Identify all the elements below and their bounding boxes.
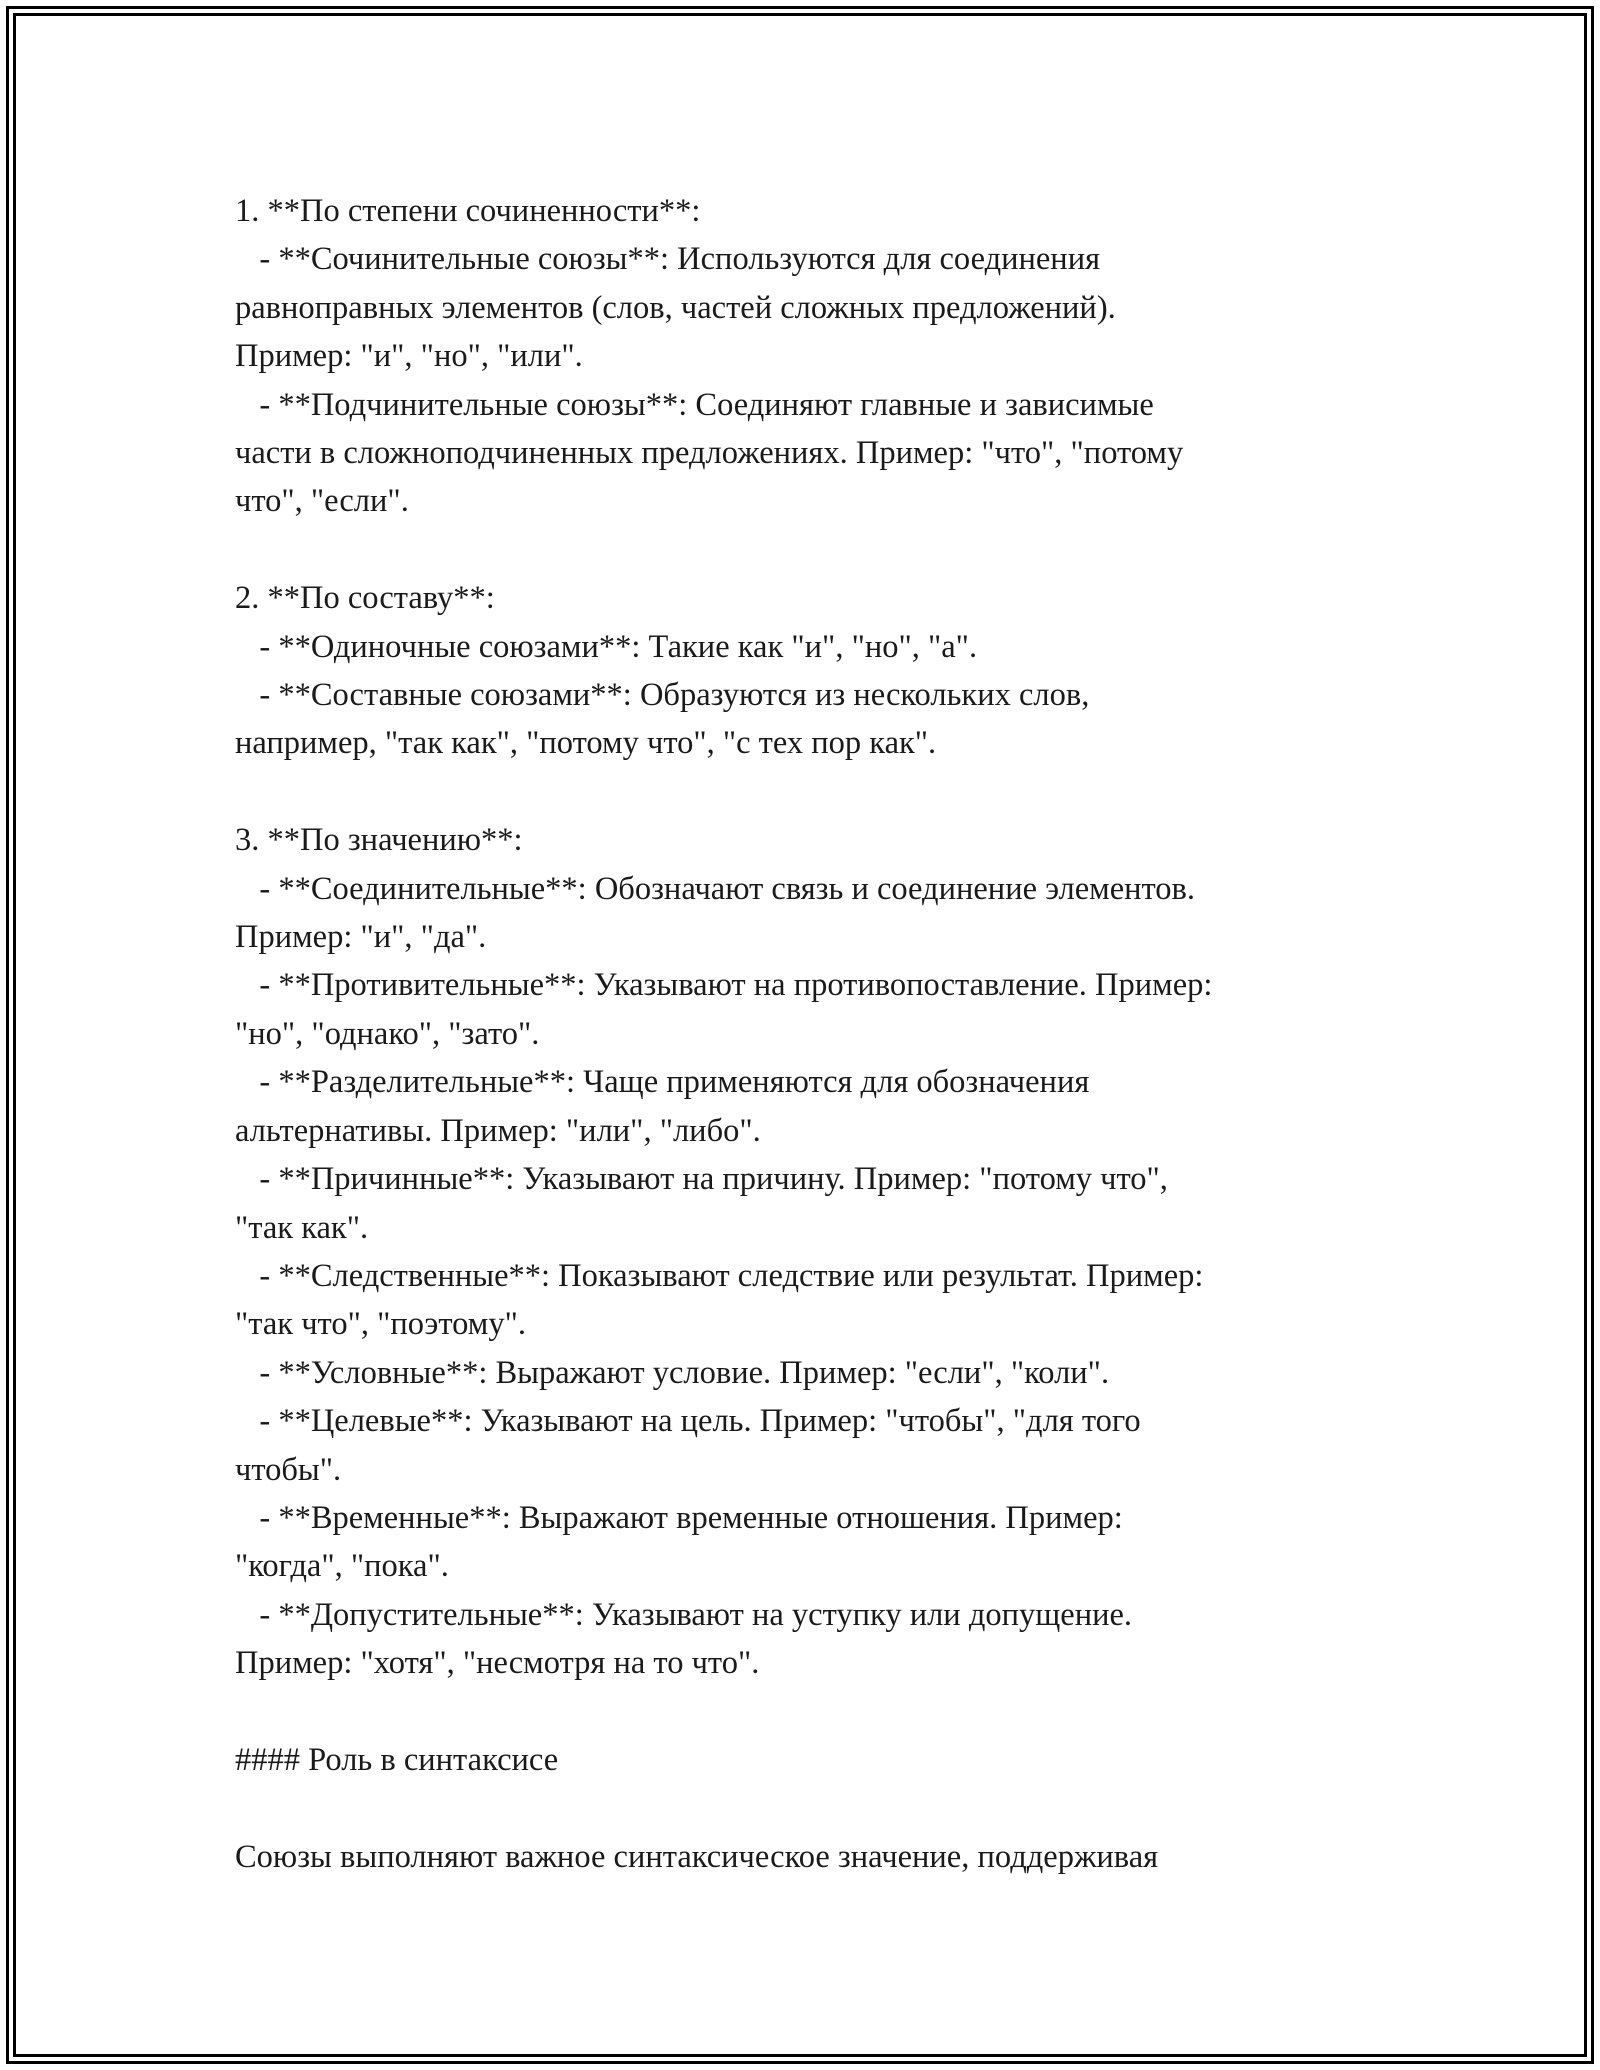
paragraph-gap (235, 526, 1365, 574)
list-item-line: - **Причинные**: Указывают на причину. Пример: "потому что", (235, 1161, 1168, 1198)
list-item-line: - **Условные**: Выражают условие. Пример: "если", "коли". (235, 1354, 1110, 1391)
paragraph-text: Союзы выполняют важное синтаксическое значение, поддерживая (235, 1838, 1159, 1875)
section-po-sostavu (235, 574, 1365, 768)
list-item (235, 1058, 1365, 1155)
list-item-line: "так что", "поэтому". (235, 1306, 526, 1343)
section-po-znacheniyu (235, 816, 1365, 1687)
list-item (235, 1591, 1365, 1688)
list-item (235, 961, 1365, 1058)
list-item-line: равноправных элементов (слов, частей сложных предложений). (235, 289, 1116, 326)
list-item-line: Пример: "хотя", "несмотря на то что". (235, 1645, 760, 1682)
paragraph-gap (235, 1688, 1365, 1736)
list-item (235, 1349, 1365, 1397)
list-item-line: - **Противительные**: Указывают на противопоставление. Пример: (235, 967, 1213, 1004)
list-item-line: - **Следственные**: Показывают следствие или результат. Пример: (235, 1257, 1204, 1294)
list-item-line: чтобы". (235, 1451, 342, 1488)
section-heading: 1. **По степени сочиненности**: (235, 193, 701, 229)
list-item-line: - **Разделительные**: Чаще применяются для обозначения (235, 1064, 1090, 1101)
section-heading: 3. **По значению**: (235, 822, 523, 859)
list-item (235, 235, 1365, 380)
list-item-line: - **Подчинительные союзы**: Соединяют главные и зависимые (235, 386, 1154, 423)
list-item-line: - **Целевые**: Указывают на цель. Пример: "чтобы", "для того (235, 1403, 1141, 1440)
list-item-line: - **Составные союзами**: Образуются из нескольких слов, (235, 677, 1090, 714)
list-item (235, 1252, 1365, 1349)
list-item-line: - **Соединительные**: Обозначают связь и соединение элементов. (235, 870, 1196, 907)
list-item-line: - **Сочинительные союзы**: Используются для соединения (235, 241, 1101, 278)
paragraph-gap (235, 768, 1365, 816)
list-item-line: "когда", "пока". (235, 1548, 449, 1585)
section-heading: 2. **По составу**: (235, 580, 495, 617)
list-item-line: Пример: "и", "но", "или". (235, 338, 583, 375)
list-item (235, 623, 1365, 671)
list-item (235, 671, 1365, 768)
list-item-line: альтернативы. Пример: "или", "либо". (235, 1112, 761, 1149)
list-item-line: - **Одиночные союзами**: Такие как "и", "но", "а". (235, 628, 978, 665)
closing-paragraph (235, 1833, 1365, 1881)
list-item-line: что", "если". (235, 483, 409, 520)
list-item (235, 1494, 1365, 1591)
list-item (235, 381, 1365, 526)
list-item-line: - **Временные**: Выражают временные отношения. Пример: (235, 1499, 1123, 1536)
list-item-line: "так как". (235, 1209, 369, 1246)
section-stepen-sochinennosti (235, 187, 1365, 526)
paragraph-gap (235, 1784, 1365, 1832)
list-item-line: - **Допустительные**: Указывают на уступку или допущение. (235, 1596, 1133, 1633)
syntax-section (235, 1736, 1365, 1784)
document-body (235, 187, 1365, 1881)
list-item-line: "но", "однако", "зато". (235, 1015, 540, 1052)
list-item (235, 1155, 1365, 1252)
subsection-heading: #### Роль в синтаксисе (235, 1741, 559, 1778)
list-item-line: например, "так как", "потому что", "с тех пор как". (235, 725, 937, 762)
list-item-line: Пример: "и", "да". (235, 919, 487, 956)
list-item (235, 1397, 1365, 1494)
list-item-line: части в сложноподчиненных предложениях. Пример: "что", "потому (235, 435, 1184, 472)
list-item (235, 865, 1365, 962)
